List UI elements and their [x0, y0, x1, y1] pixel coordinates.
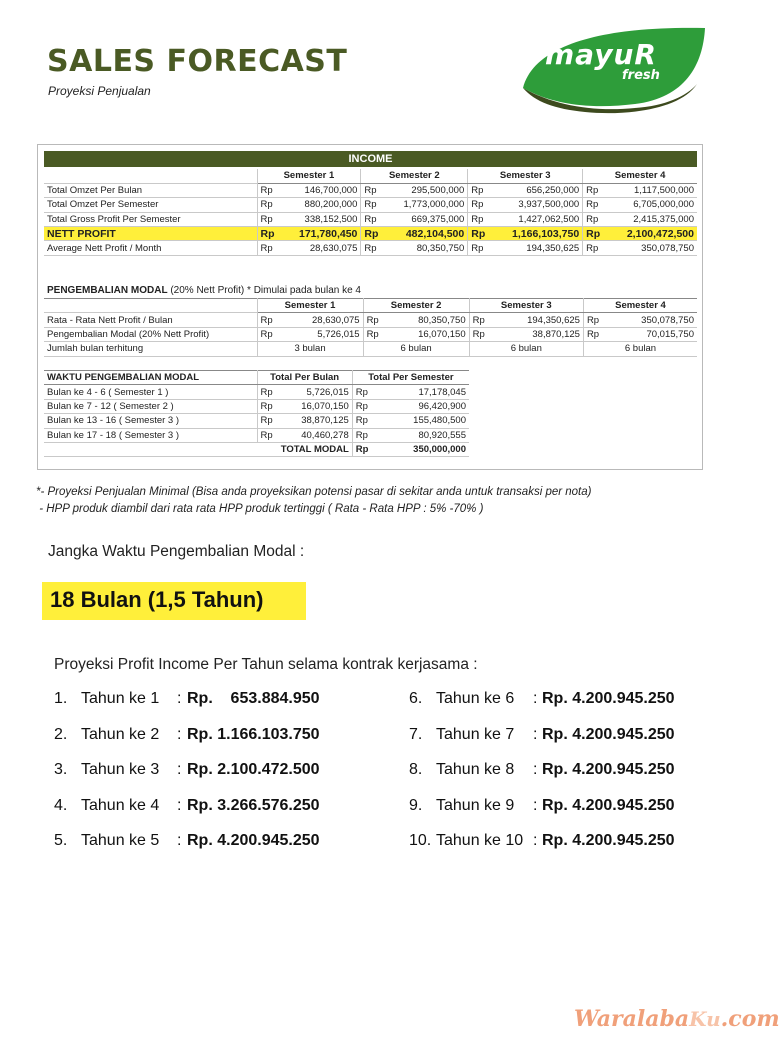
list-number: 1. [54, 690, 68, 707]
year-label: Tahun ke 6 [436, 690, 515, 707]
year-value: Rp. 2.100.472.500 [187, 761, 320, 778]
table-row: Bulan ke 4 - 6 ( Semester 1 ) Rp 5,726,015 Rp 17,178,045 [44, 385, 469, 399]
year-label: Tahun ke 1 [81, 690, 160, 707]
year-label: Tahun ke 9 [436, 796, 515, 814]
list-item [409, 761, 709, 783]
total-row: TOTAL MODAL Rp 350,000,000 [44, 442, 469, 456]
table-row: Total Gross Profit Per Semester Rp 338,152,500 Rp 669,375,000 Rp 1,427,062,500 Rp 2,415,375,000 [44, 212, 697, 226]
list-item [54, 690, 354, 712]
year-label: Tahun ke 2 [81, 725, 160, 743]
column-header: Semester 4 [583, 169, 697, 183]
table-row: Jumlah bulan terhitung 3 bulan 6 bulan 6 bulan 6 bulan [44, 342, 697, 356]
year-label: Tahun ke 7 [436, 725, 515, 743]
footnotes [36, 484, 591, 518]
table-row: Bulan ke 13 - 16 ( Semester 3 ) Rp 38,870,125 Rp 155,480,500 [44, 414, 469, 428]
page-title: SALES FORECAST [47, 44, 348, 79]
table-row: Rata - Rata Nett Profit / Bulan Rp 28,630,075 Rp 80,350,750 Rp 194,350,625 Rp 350,078,750 [44, 313, 697, 327]
separator-colon: : [533, 690, 538, 707]
column-header: Total Per Semester [352, 371, 469, 385]
column-header: Semester 2 [363, 299, 469, 313]
pengembalian-title: PENGEMBALIAN MODAL (20% Nett Profit) * Dimulai pada bulan ke 4 [47, 285, 361, 296]
column-header: Semester 3 [469, 299, 583, 313]
separator-colon: : [533, 832, 538, 849]
projection-label: Proyeksi Profit Income Per Tahun selama kontrak kerjasama : [54, 656, 478, 673]
note-line: - HPP produk diambil dari rata rata HPP produk tertinggi ( Rata - Rata HPP : 5% -70% ) [36, 503, 484, 515]
year-label: Tahun ke 8 [436, 761, 515, 778]
separator-colon: : [177, 796, 182, 814]
column-header: Total Per Bulan [257, 371, 352, 385]
list-item [54, 761, 354, 783]
year-value: Rp. 4.200.945.250 [542, 690, 675, 707]
page-subtitle: Proyeksi Penjualan [48, 84, 151, 98]
list-number: 2. [54, 725, 68, 743]
year-label: Tahun ke 5 [81, 832, 160, 849]
year-value: Rp. 4.200.945.250 [542, 796, 675, 814]
income-table [44, 169, 697, 256]
list-item [409, 690, 709, 712]
separator-colon: : [177, 761, 182, 778]
list-number: 3. [54, 761, 68, 778]
forecast-sheet [37, 144, 703, 470]
year-value: Rp. 653.884.950 [187, 690, 320, 707]
list-item [54, 726, 354, 748]
list-number: 4. [54, 796, 68, 814]
payback-label: Jangka Waktu Pengembalian Modal : [48, 543, 305, 560]
separator-colon: : [177, 832, 182, 849]
column-header: Semester 1 [257, 169, 361, 183]
list-number: 8. [409, 761, 423, 778]
list-item [409, 797, 709, 819]
separator-colon: : [533, 725, 538, 743]
table-row: Bulan ke 7 - 12 ( Semester 2 ) Rp 16,070,150 Rp 96,420,900 [44, 399, 469, 413]
payback-value: 18 Bulan (1,5 Tahun) [50, 587, 264, 612]
note-line: *- Proyeksi Penjualan Minimal (Bisa anda proyeksikan potensi pasar di sekitar anda untuk transaksi per nota) [36, 486, 592, 498]
table-row: Total Omzet Per Bulan Rp 146,700,000 Rp 295,500,000 Rp 656,250,000 Rp 1,117,500,000 [44, 183, 697, 197]
column-header: Semester 4 [583, 299, 697, 313]
year-label: Tahun ke 3 [81, 761, 160, 778]
list-number: 9. [409, 796, 423, 814]
income-header: INCOME [44, 151, 697, 167]
separator-colon: : [533, 796, 538, 814]
waktu-title: WAKTU PENGEMBALIAN MODAL [44, 371, 257, 385]
year-label: Tahun ke 10 [436, 832, 524, 849]
table-row: Total Omzet Per Semester Rp 880,200,000 Rp 1,773,000,000 Rp 3,937,500,000 Rp 6,705,000,000 [44, 198, 697, 212]
waktu-table [44, 370, 469, 457]
list-number: 5. [54, 832, 68, 849]
year-value: Rp. 3.266.576.250 [187, 796, 320, 814]
separator-colon: : [177, 725, 182, 743]
year-value: Rp. 1.166.103.750 [187, 725, 320, 743]
list-number: 10. [409, 832, 432, 849]
list-item [54, 832, 354, 854]
list-item [409, 832, 709, 854]
watermark: WaralabaKu.com [574, 1006, 780, 1032]
table-row: Pengembalian Modal (20% Nett Profit) Rp 5,726,015 Rp 16,070,150 Rp 38,870,125 Rp 70,015,750 [44, 327, 697, 341]
list-item [54, 797, 354, 819]
table-row: Average Nett Profit / Month Rp 28,630,075 Rp 80,350,750 Rp 194,350,625 Rp 350,078,750 [44, 241, 697, 255]
separator-colon: : [177, 690, 182, 707]
column-header: Semester 2 [361, 169, 468, 183]
year-value: Rp. 4.200.945.250 [542, 761, 675, 778]
list-number: 7. [409, 725, 423, 743]
separator-colon: : [533, 761, 538, 778]
column-header: Semester 3 [468, 169, 583, 183]
list-item [409, 726, 709, 748]
list-number: 6. [409, 690, 423, 707]
year-value: Rp. 4.200.945.250 [542, 832, 675, 849]
year-value: Rp. 4.200.945.250 [542, 725, 675, 743]
year-label: Tahun ke 4 [81, 796, 160, 814]
column-header: Semester 1 [257, 299, 363, 313]
logo-wordmark: mayuR [545, 38, 657, 71]
year-value: Rp. 4.200.945.250 [187, 832, 320, 849]
table-row: Bulan ke 17 - 18 ( Semester 3 ) Rp 40,460,278 Rp 80,920,555 [44, 428, 469, 442]
nett-profit-row: NETT PROFIT Rp 171,780,450 Rp 482,104,500 Rp 1,166,103,750 Rp 2,100,472,500 [44, 227, 697, 241]
logo-subtext: fresh [622, 68, 660, 83]
pengembalian-table [44, 298, 697, 357]
